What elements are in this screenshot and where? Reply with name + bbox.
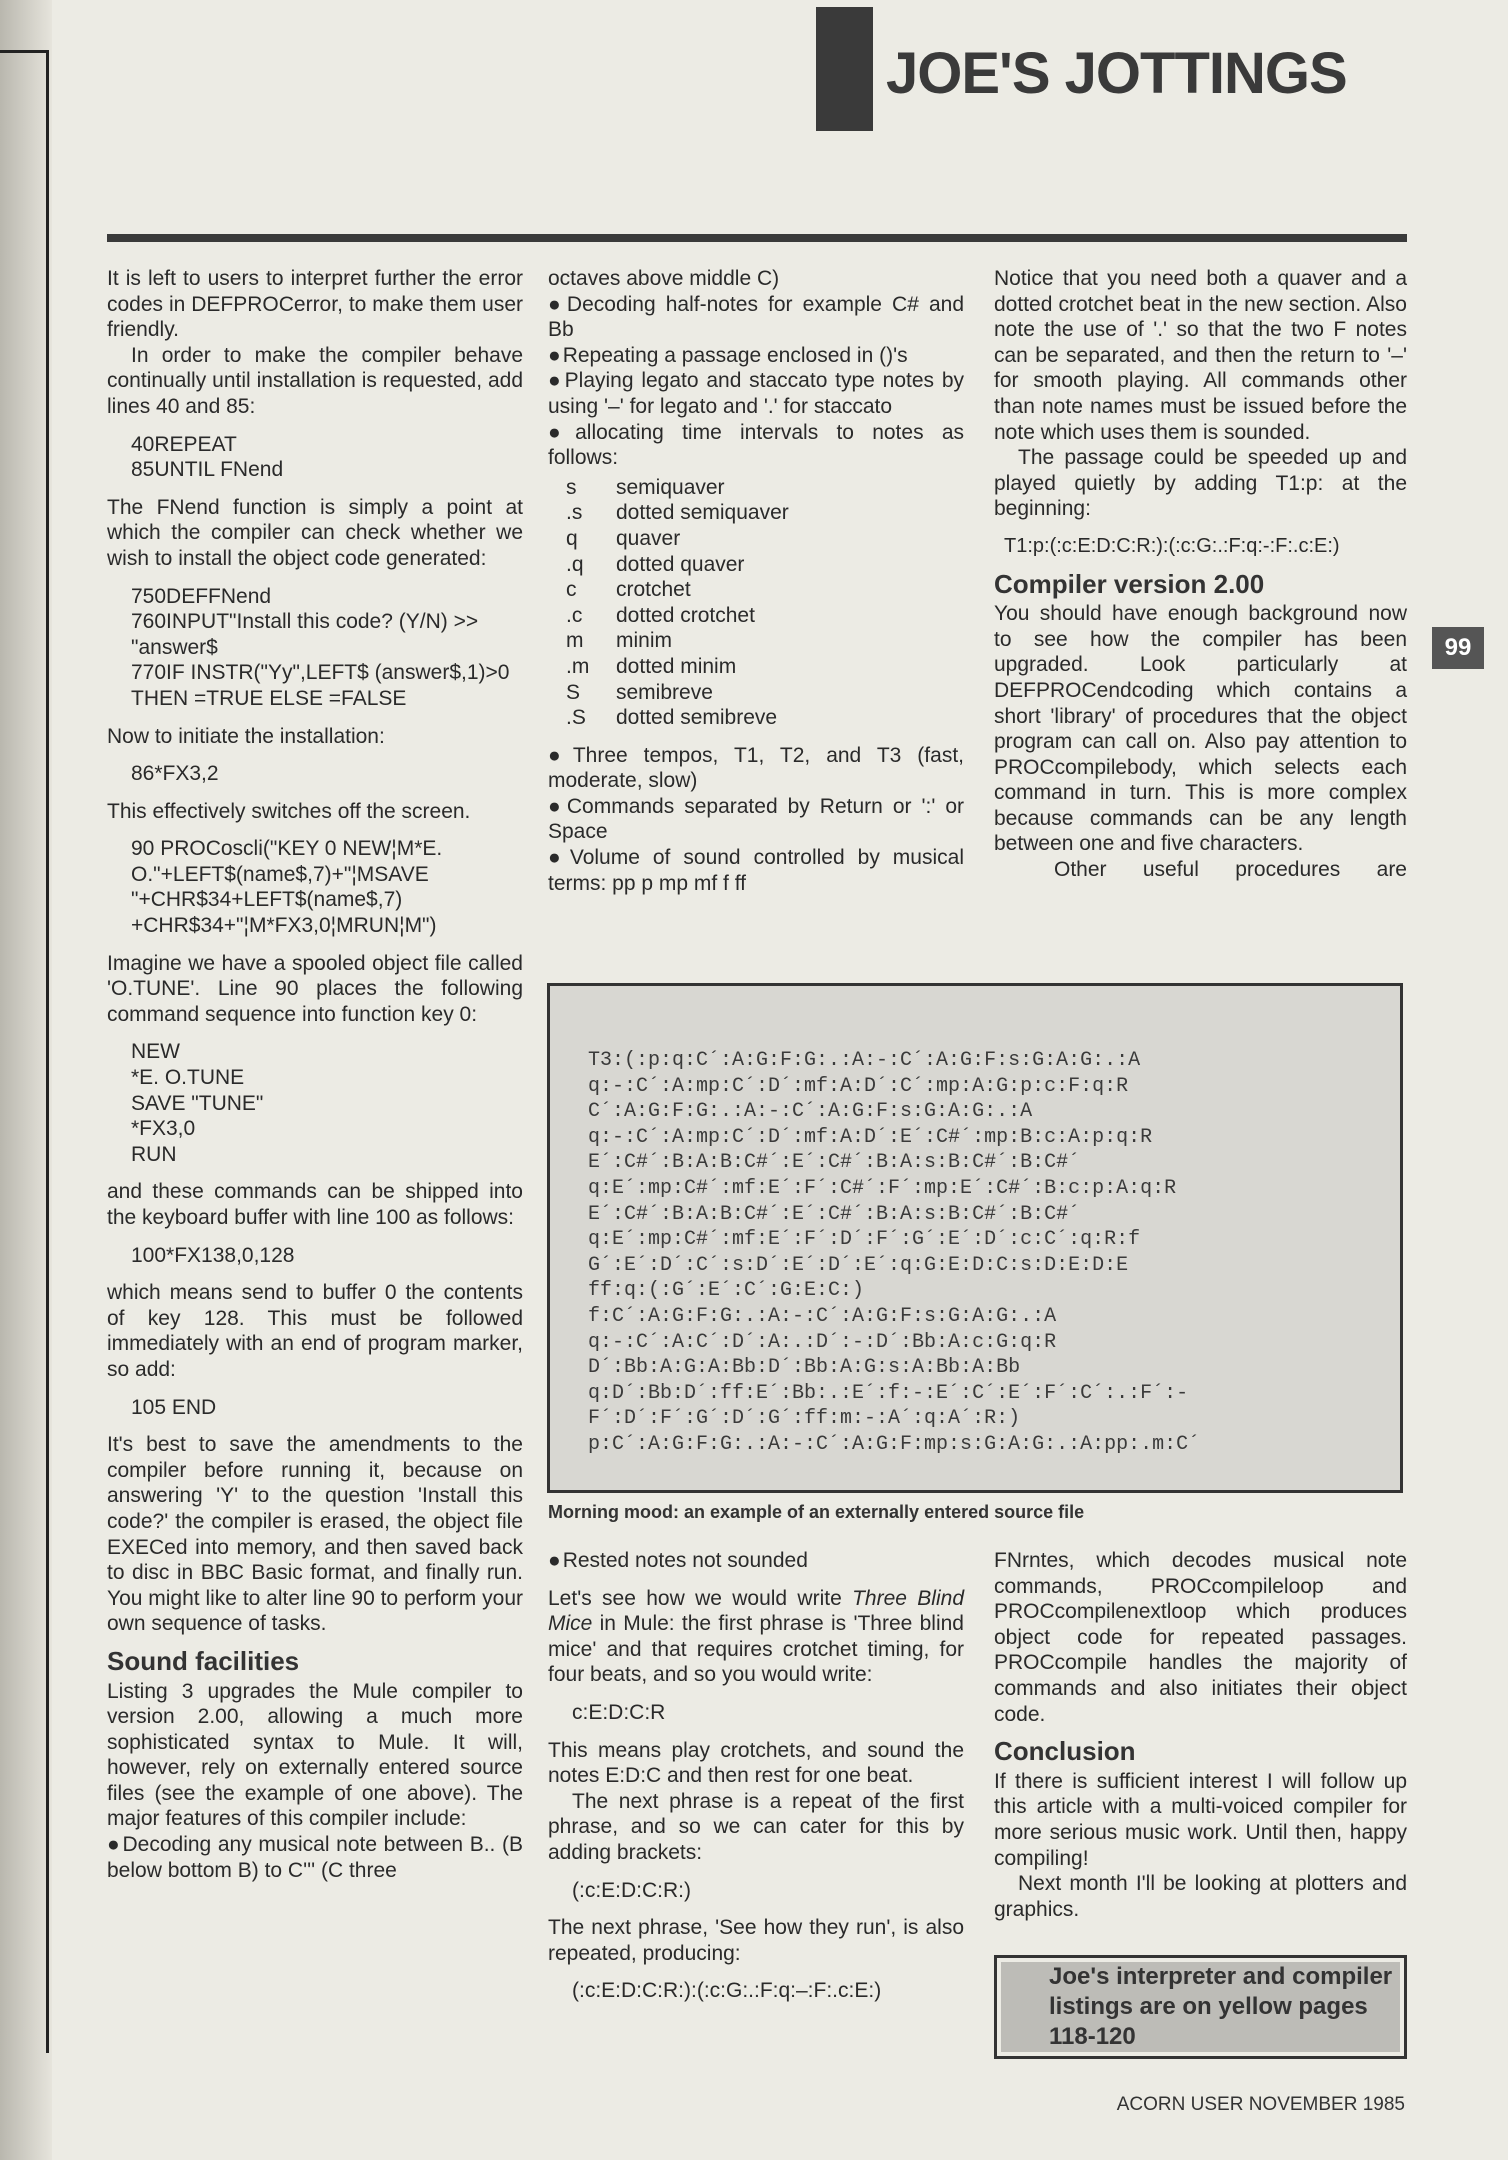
page-title: JOE'S JOTTINGS (886, 41, 1347, 106)
note-length-row (566, 500, 789, 526)
note-length-symbol: q (566, 526, 578, 550)
source-listing-box (547, 983, 1403, 1493)
paragraph: Imagine we have a spooled object file called 'O.TUNE'. Line 90 places the following command sequence into function key 0: (107, 951, 523, 1026)
code-snippet: (:c:E:D:C:R:) (572, 1878, 691, 1902)
header-bar (816, 7, 873, 131)
note-length-meaning: quaver (616, 526, 681, 550)
header-rule (107, 234, 1407, 242)
note-length-meaning: semiquaver (616, 475, 725, 499)
note-length-table (566, 475, 789, 731)
note-length-row (566, 628, 789, 654)
code-snippet: (:c:E:D:C:R:):(:c:G:.:F:q:–:F:.c:E:) (572, 1979, 882, 2003)
paragraph: The FNend function is simply a point at which the compiler can check whether we wish to install the object code generated: (107, 495, 523, 570)
column-2 (548, 266, 964, 896)
paragraph: In order to make the compiler behave continually until installation is requested, add lines 40 and 85: (107, 343, 523, 418)
paragraph: Now to initiate the installation: (107, 724, 385, 748)
note-length-meaning: crotchet (616, 578, 691, 602)
paragraph: which means send to buffer 0 the contents of key 128. This must be followed immediately with an end of program marker, so add: (107, 1281, 523, 1381)
bullet-item: ● Three tempos, T1, T2, and T3 (fast, moderate, slow) (548, 743, 964, 794)
page-number-tab: 99 (1432, 627, 1484, 669)
paragraph: Listing 3 upgrades the Mule compiler to version 2.00, allowing a much more sophisticated syntax to Mule. It will, however, rely on externally entered source files (see the example of one above). The major features of this compiler include: (107, 1679, 523, 1831)
title-emphasis: Three Blind Mice (548, 1586, 964, 1636)
note-length-row (566, 680, 789, 706)
bullet-item: ● Decoding any musical note between B.. (B below bottom B) to C''' (C three (107, 1832, 523, 1883)
note-length-symbol: .q (566, 552, 584, 576)
bullet-item: ● Decoding half-notes for example C# and Bb (548, 292, 964, 343)
note-length-symbol: c (566, 578, 577, 602)
note-length-row (566, 526, 789, 552)
section-heading: Compiler version 2.00 (994, 568, 1265, 599)
code-snippet: 750DEFFNend 760INPUT"Install this code? (Y/N) >> "answer$ 770IF INSTR("Yy",LEFT$ (answer$,1)>0 THEN =TRUE ELSE =FALSE (131, 584, 510, 710)
listings-note: Joe's interpreter and compiler listings are on yellow pages 118-120 (1001, 1962, 1400, 2052)
page-footer: ACORN USER NOVEMBER 1985 (1116, 2094, 1405, 2115)
paragraph: FNrntes, which decodes musical note commands, PROCcompileloop and PROCcompilenextloop which produces object code for repeated passages. PROCcompile handles the majority of commands and also initiates their object code. (994, 1549, 1407, 1726)
note-length-row (566, 475, 789, 501)
text: Let's see how we would write (548, 1586, 853, 1610)
note-length-symbol: .s (566, 501, 583, 525)
listing-caption: Morning mood: an example of an externally entered source file (548, 1502, 1085, 1522)
note-length-row (566, 705, 789, 731)
code-snippet: 40REPEAT 85UNTIL FNend (131, 432, 284, 482)
code-snippet: c:E:D:C:R (572, 1700, 666, 1724)
note-length-symbol: s (566, 475, 577, 499)
note-length-row (566, 552, 789, 578)
code-snippet: NEW *E. O.TUNE SAVE "TUNE" *FX3,0 RUN (131, 1040, 264, 1166)
paragraph: Other useful procedures are (1054, 858, 1407, 882)
paragraph: Next month I'll be looking at plotters and graphics. (994, 1872, 1407, 1921)
note-length-meaning: semibreve (616, 680, 713, 704)
paragraph: If there is sufficient interest I will follow up this article with a multi-voiced compiler for more serious music work. Until then, happy compiling! (994, 1769, 1407, 1870)
bullet-item: ● Playing legato and staccato type notes by using '–' for legato and '.' for staccato (548, 368, 964, 419)
column-3 (994, 266, 1407, 895)
note-length-meaning: dotted crotchet (616, 603, 755, 627)
note-length-meaning: dotted semiquaver (616, 501, 789, 525)
note-length-row (566, 603, 789, 629)
note-length-symbol: .c (566, 603, 583, 627)
code-snippet: 105 END (131, 1395, 217, 1419)
note-length-symbol: .S (566, 706, 586, 730)
note-length-meaning: minim (616, 629, 672, 653)
note-length-meaning: dotted minim (616, 654, 737, 678)
paragraph: The passage could be speeded up and played quietly by adding T1:p: at the beginning: (994, 446, 1407, 521)
note-length-row (566, 654, 789, 680)
paragraph: This means play crotchets, and sound the notes E:D:C and then rest for one beat. (548, 1738, 964, 1788)
bullet-item: ● Commands separated by Return or ':' or Space (548, 794, 964, 845)
bullet-item: ● Repeating a passage enclosed in ()'s (548, 343, 964, 369)
bullet-item: ● Rested notes not sounded (548, 1548, 964, 1574)
listings-note-box (994, 1955, 1407, 2059)
note-length-meaning: dotted semibreve (616, 706, 778, 730)
paragraph: It is left to users to interpret further the error codes in DEFPROCerror, to make them user friendly. (107, 267, 523, 342)
code-snippet: 100*FX138,0,128 (131, 1243, 295, 1267)
note-length-symbol: m (566, 629, 584, 653)
section-heading: Sound facilities (107, 1645, 300, 1676)
paragraph: The next phrase, 'See how they run', is also repeated, producing: (548, 1916, 964, 1965)
section-heading: Conclusion (994, 1736, 1136, 1767)
column-1 (107, 266, 523, 1895)
column-2-lower (548, 1548, 964, 2016)
source-listing: T3:(:p:q:C´:A:G:F:G:.:A:-:C´:A:G:F:s:G:A:G:.:A q:-:C´:A:mp:C´:D´:mf:A:D´:C´:mp:A:G:p:c:F:q:R C´:A:G:F:G:.:A:-:C´:A:G:F:s:G:A:G:.:A q:-:C´:A:mp:C´:D´:mf:A:D´:E´:C#´:mp:B:c:A:p:q:R E´:C#´:B:A:B:C#´:E´:C#´:B:A:s:B:C#´:B:C#´ q:E´:mp:C#´:mf:E´:F´:C#´:F´:mp:E´:C#´:B:c:p:A:q:R E´:C#´:B:A:B:C#´:E´:C#´:B:A:s:B:C#´:B:C#´ q:E´:mp:C#´:mf:E´:F´:D´:F´:G´:E´:D´:c:C´:q:R:f G´:E´:D´:C´:s:D´:E´:D´:E´:q:G:E:D:C:s:D:E:D:E ff:q:(:G´:E´:C´:G:E:C:) f:C´:A:G:F:G:.:A:-:C´:A:G:F:s:G:A:G:.:A q:-:C´:A:C´:D´:A:.:D´:-:D´:Bb:A:c:G:q:R D´:Bb:A:G:A:Bb:D´:Bb:A:G:s:A:Bb:A:Bb q:D´:Bb:D´:ff:E´:Bb:.:E´:f:-:E´:C´:E´:F´:C´:.:F´:- F´:D´:F´:G´:D´:G´:ff:m:-:A´:q:A´:R:) p:C´:A:G:F:G:.:A:-:C´:A:G:F:mp:s:G:A:G:.:A:pp:.m:C´ (588, 1049, 1201, 1456)
paragraph: and these commands can be shipped into the keyboard buffer with line 100 as follows: (107, 1180, 523, 1229)
note-length-symbol: S (566, 680, 581, 704)
code-snippet: 90 PROCoscli("KEY 0 NEW¦M*E. O."+LEFT$(name$,7)+"¦MSAVE "+CHR$34+LEFT$(name$,7) +CHR$34+"¦M*FX3,0¦MRUN¦M") (131, 837, 443, 938)
paragraph (548, 1586, 964, 1688)
paragraph: The next phrase is a repeat of the first phrase, and so we can cater for this by adding brackets: (548, 1789, 964, 1864)
paragraph: This effectively switches off the screen. (107, 799, 471, 823)
paragraph: You should have enough background now to see how the compiler has been upgraded. Look particularly at DEFPROCendcoding which contains a short 'library' of procedures that the object program can call on. Also pay attention to PROCcompilebody, which selects each command in turn. This is more complex because commands can be any length between one and five characters. (994, 602, 1407, 856)
paragraph: octaves above middle C) (548, 267, 780, 290)
paragraph: It's best to save the amendments to the compiler before running it, because on answering 'Y' to the question 'Install this code?' the compiler is erased, the object file EXECed into memory, and then saved back to disc in BBC Basic format, and finally run. You might like to alter line 90 to perform your own sequence of tasks. (107, 1433, 523, 1636)
paragraph: Notice that you need both a quaver and a dotted crotchet beat in the new section. Also note the use of '.' so that the two F notes can be separated, and then the return to '–' for smooth playing. All commands other than note names must be issued before the note which uses them is sounded. (994, 267, 1407, 444)
note-length-symbol: .m (566, 654, 590, 678)
code-snippet: T1:p:(:c:E:D:C:R:):(:c:G:.:F:q:-:F:.c:E:) (1004, 534, 1340, 557)
code-snippet: 86*FX3,2 (131, 762, 219, 786)
text: in Mule: the first phrase is 'Three blind mice' and that requires crotchet timing, for four beats, and so you would write: (548, 1612, 964, 1687)
note-length-meaning: dotted quaver (616, 552, 745, 576)
bullet-item: ● Volume of sound controlled by musical terms: pp p mp mf f ff (548, 845, 964, 896)
page-gutter (0, 0, 52, 2160)
bullet-item: ● allocating time intervals to notes as follows: (548, 420, 964, 471)
column-3-lower (994, 1548, 1407, 1934)
note-length-row (566, 577, 789, 603)
facing-page-border (0, 50, 49, 2053)
